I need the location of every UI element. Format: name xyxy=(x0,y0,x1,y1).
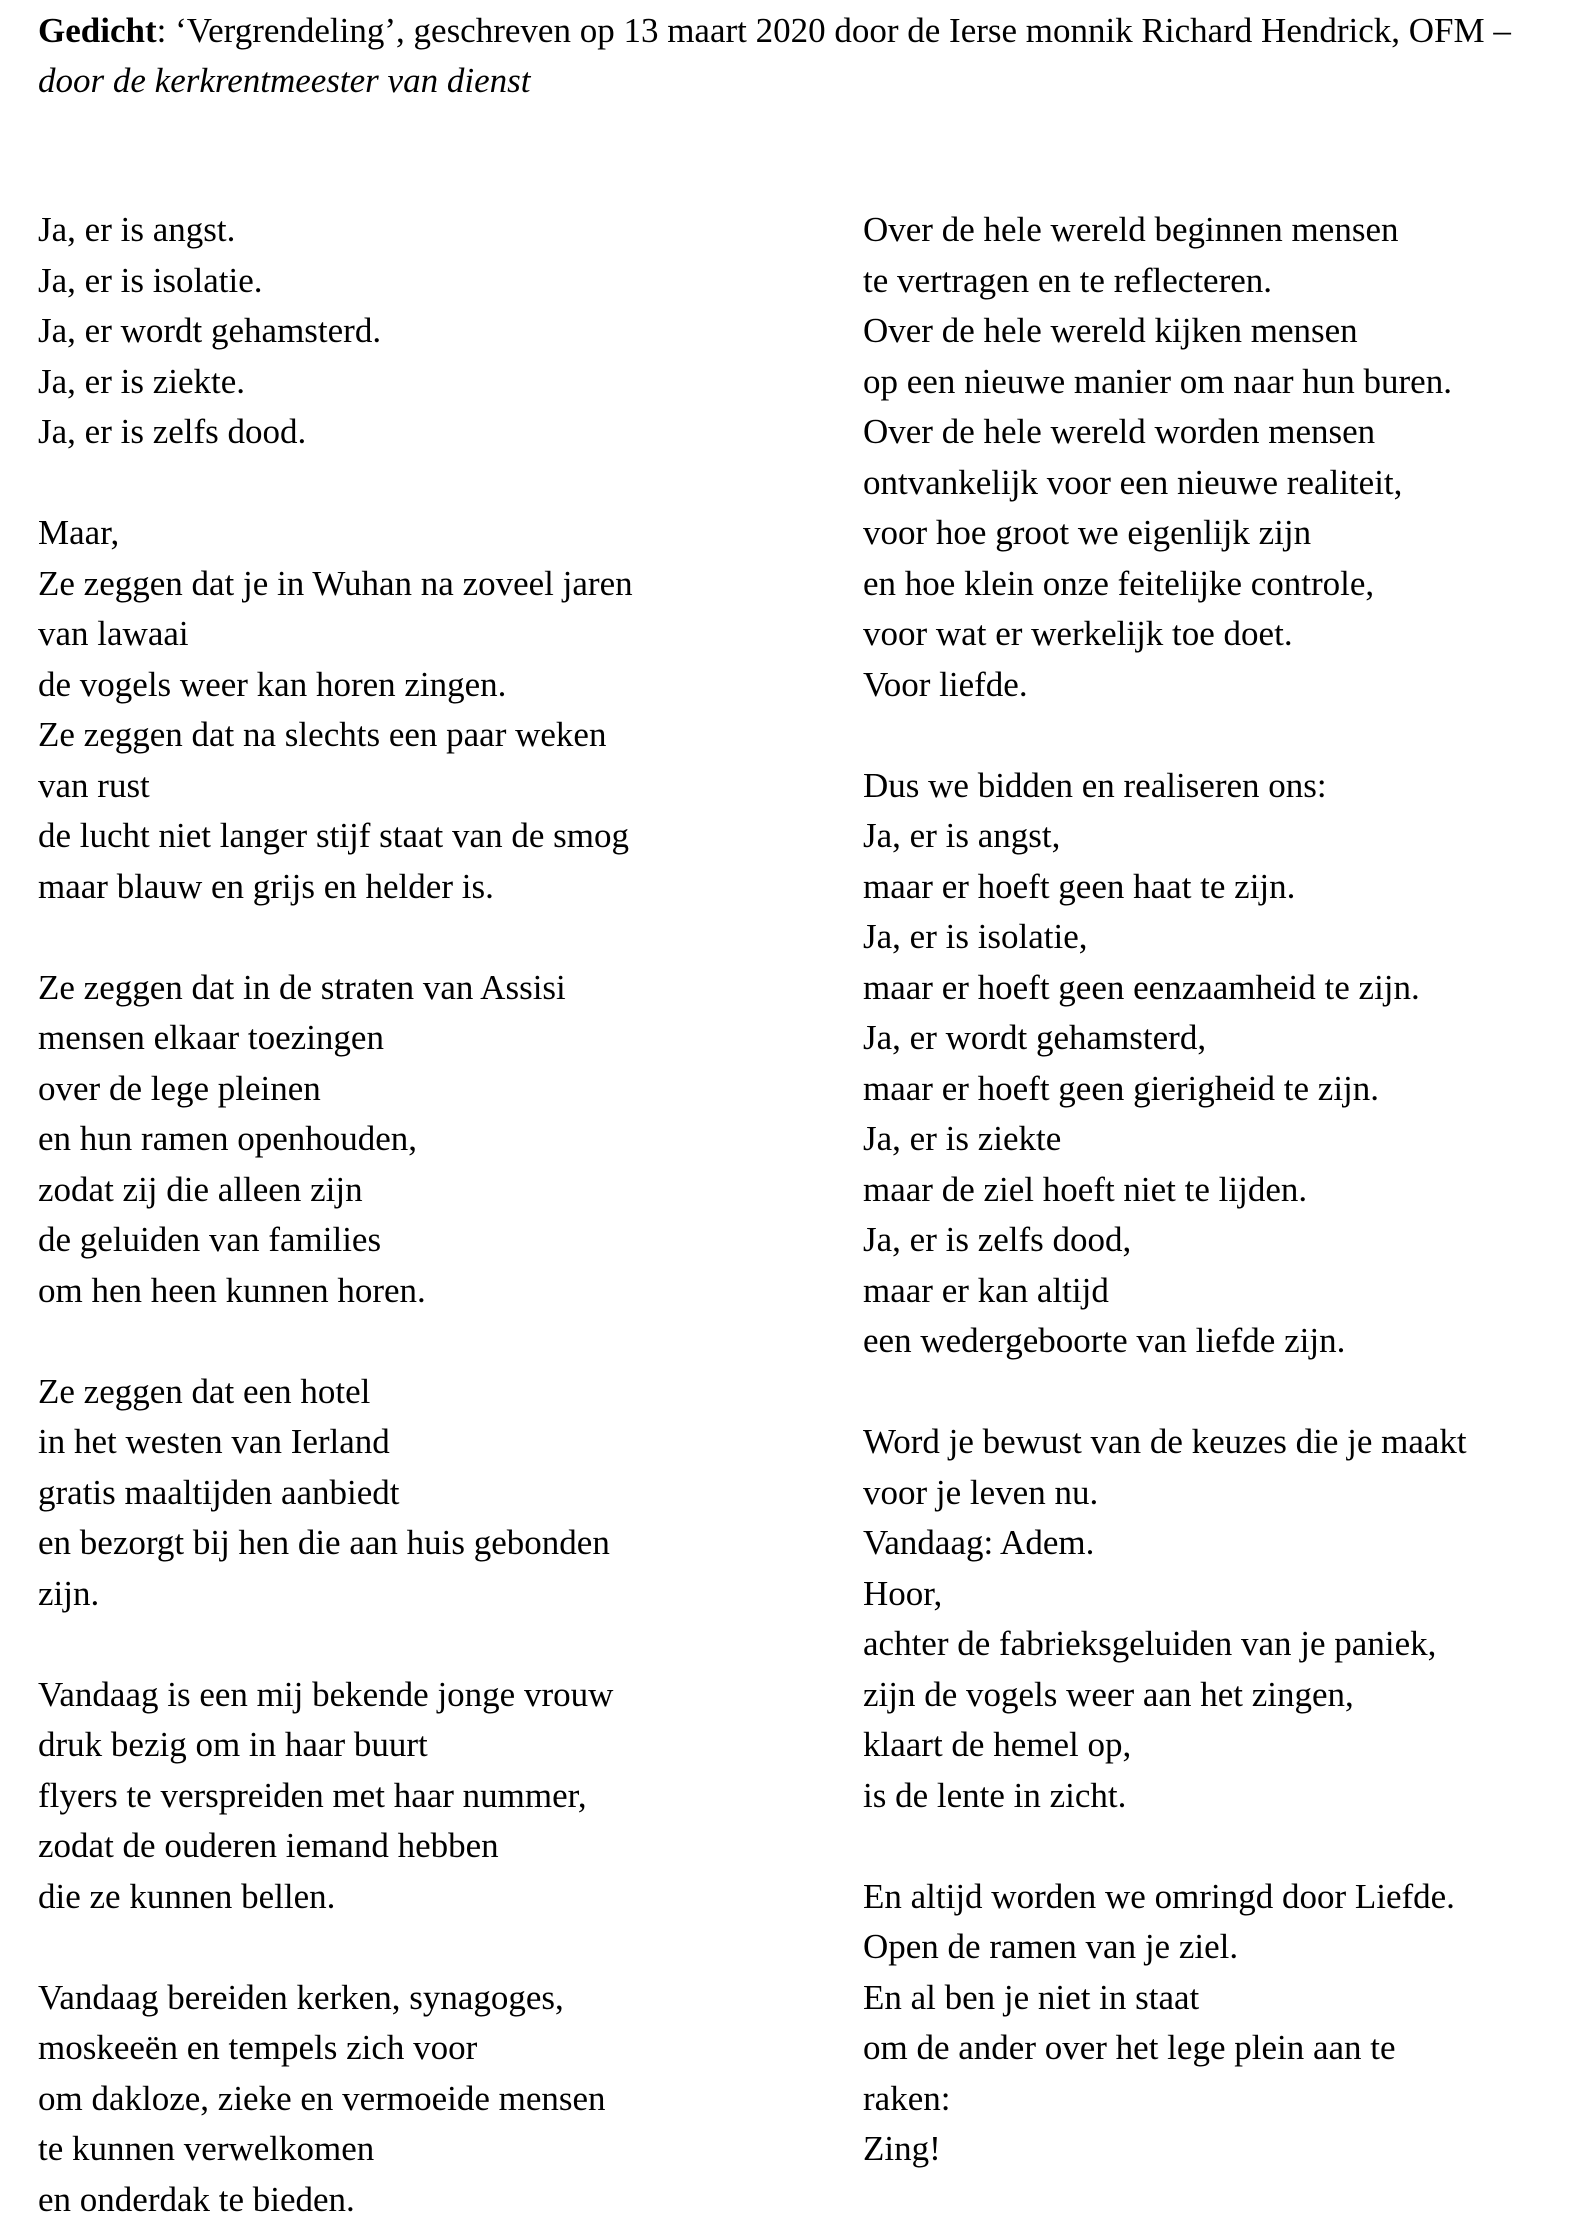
poem-line: raken: xyxy=(863,2078,951,2118)
poem-line: de geluiden van families xyxy=(38,1220,382,1259)
poem-line: Over de hele wereld worden mensen xyxy=(863,412,1376,451)
poem-line: die ze kunnen bellen. xyxy=(38,1876,336,1916)
poem-line: en hun ramen openhouden, xyxy=(38,1119,418,1158)
poem-line: Over de hele wereld beginnen mensen xyxy=(863,210,1399,249)
poem-line: Vandaag bereiden kerken, synagoges, xyxy=(38,1977,564,2017)
poem-line: om de ander over het lege plein aan te xyxy=(863,2028,1396,2067)
poem-line: maar de ziel hoeft niet te lijden. xyxy=(863,1169,1308,1209)
header-text: ‘Vergrendeling’, geschreven op 13 maart 2020 door de Ierse monnik Richard Hendrick, OFM – xyxy=(175,11,1511,50)
poem-line: maar er hoeft geen haat te zijn. xyxy=(863,866,1296,906)
poem-line: voor hoe groot we eigenlijk zijn xyxy=(863,513,1312,552)
poem-line: Ja, er is isolatie, xyxy=(863,917,1088,956)
poem-line: Vandaag: Adem. xyxy=(863,1523,1095,1562)
poem-line: gratis maaltijden aanbiedt xyxy=(38,1472,400,1512)
poem-line: en hoe klein onze feitelijke controle, xyxy=(863,563,1375,603)
poem-line: en bezorgt bij hen die aan huis gebonden xyxy=(38,1523,610,1562)
poem-header xyxy=(38,6,1568,106)
poem-line: Ja, er wordt gehamsterd. xyxy=(38,311,382,350)
poem-line: zodat zij die alleen zijn xyxy=(38,1169,363,1209)
stanza xyxy=(38,1973,838,2226)
poem-line: zijn de vogels weer aan het zingen, xyxy=(863,1674,1354,1714)
poem-line: op een nieuwe manier om naar hun buren. xyxy=(863,361,1452,401)
header-colon: : xyxy=(156,11,176,50)
header-label: Gedicht xyxy=(38,11,157,50)
poem-line: En al ben je niet in staat xyxy=(863,1977,1200,2017)
poem-line: Voor liefde. xyxy=(863,664,1028,704)
poem-line: Word je bewust van de keuzes die je maakt xyxy=(863,1422,1467,1461)
poem-line: Zing! xyxy=(863,2129,941,2168)
poem-line: Ja, er is ziekte xyxy=(863,1119,1062,1158)
poem-line: Hoor, xyxy=(863,1573,943,1613)
poem-line: achter de fabrieksgeluiden van je paniek, xyxy=(863,1624,1437,1663)
poem-line: Ze zeggen dat in de straten van Assisi xyxy=(38,967,566,1007)
poem-line: flyers te verspreiden met haar nummer, xyxy=(38,1775,587,1815)
stanza xyxy=(863,761,1578,1367)
poem-line: Ja, er is zelfs dood, xyxy=(863,1220,1132,1259)
poem-line: de lucht niet langer stijf staat van de smog xyxy=(38,816,629,855)
header-italic: door de kerkrentmeester van dienst xyxy=(38,61,531,100)
poem-left-column xyxy=(38,205,838,2225)
poem-line: maar er hoeft geen gierigheid te zijn. xyxy=(863,1068,1380,1108)
poem-line: En altijd worden we omringd door Liefde. xyxy=(863,1876,1455,1916)
poem-line: en onderdak te bieden. xyxy=(38,2179,355,2219)
poem-line: maar er kan altijd xyxy=(863,1270,1109,1310)
poem-line: over de lege pleinen xyxy=(38,1068,321,1108)
poem-line: zodat de ouderen iemand hebben xyxy=(38,1826,499,1865)
stanza xyxy=(38,1367,838,1620)
poem-line: voor wat er werkelijk toe doet. xyxy=(863,614,1293,653)
poem-line: maar blauw en grijs en helder is. xyxy=(38,866,494,906)
stanza xyxy=(38,205,838,458)
poem-line: Ze zeggen dat na slechts een paar weken xyxy=(38,715,607,754)
stanza xyxy=(863,205,1578,710)
poem-line: van lawaai xyxy=(38,614,189,653)
poem-right-column xyxy=(863,205,1578,2175)
poem-line: Maar, xyxy=(38,513,120,552)
poem-line: Dus we bidden en realiseren ons: xyxy=(863,765,1327,805)
poem-line: om dakloze, zieke en vermoeide mensen xyxy=(38,2078,606,2118)
poem-line: van rust xyxy=(38,765,150,805)
poem-line: is de lente in zicht. xyxy=(863,1775,1127,1815)
poem-line: ontvankelijk voor een nieuwe realiteit, xyxy=(863,462,1403,502)
poem-line: moskeeën en tempels zich voor xyxy=(38,2028,478,2067)
stanza xyxy=(863,1417,1578,1821)
stanza xyxy=(38,508,838,912)
stanza xyxy=(38,1670,838,1923)
poem-line: Ze zeggen dat een hotel xyxy=(38,1371,371,1411)
poem-line: mensen elkaar toezingen xyxy=(38,1018,384,1057)
poem-line: druk bezig om in haar buurt xyxy=(38,1725,428,1764)
poem-line: om hen heen kunnen horen. xyxy=(38,1270,426,1310)
poem-line: Ze zeggen dat je in Wuhan na zoveel jaren xyxy=(38,563,633,603)
poem-line: Ja, er is ziekte. xyxy=(38,361,245,401)
poem-line: in het westen van Ierland xyxy=(38,1422,390,1461)
poem-line: Ja, er is isolatie. xyxy=(38,260,263,300)
poem-line: te kunnen verwelkomen xyxy=(38,2129,375,2168)
poem-line: Ja, er wordt gehamsterd, xyxy=(863,1018,1207,1057)
poem-line: Ja, er is angst. xyxy=(38,210,236,249)
poem-line: zijn. xyxy=(38,1573,100,1613)
poem-line: Over de hele wereld kijken mensen xyxy=(863,311,1358,350)
poem-line: Open de ramen van je ziel. xyxy=(863,1927,1239,1966)
poem-line: te vertragen en te reflecteren. xyxy=(863,260,1273,300)
poem-line: Vandaag is een mij bekende jonge vrouw xyxy=(38,1674,614,1714)
poem-line: Ja, er is angst, xyxy=(863,816,1061,855)
poem-line: klaart de hemel op, xyxy=(863,1725,1132,1764)
poem-line: maar er hoeft geen eenzaamheid te zijn. xyxy=(863,967,1420,1007)
poem-line: een wedergeboorte van liefde zijn. xyxy=(863,1321,1346,1360)
poem-line: voor je leven nu. xyxy=(863,1472,1099,1512)
stanza xyxy=(863,1872,1578,2175)
stanza xyxy=(38,963,838,1317)
poem-line: Ja, er is zelfs dood. xyxy=(38,412,307,451)
poem-line: de vogels weer kan horen zingen. xyxy=(38,664,507,704)
